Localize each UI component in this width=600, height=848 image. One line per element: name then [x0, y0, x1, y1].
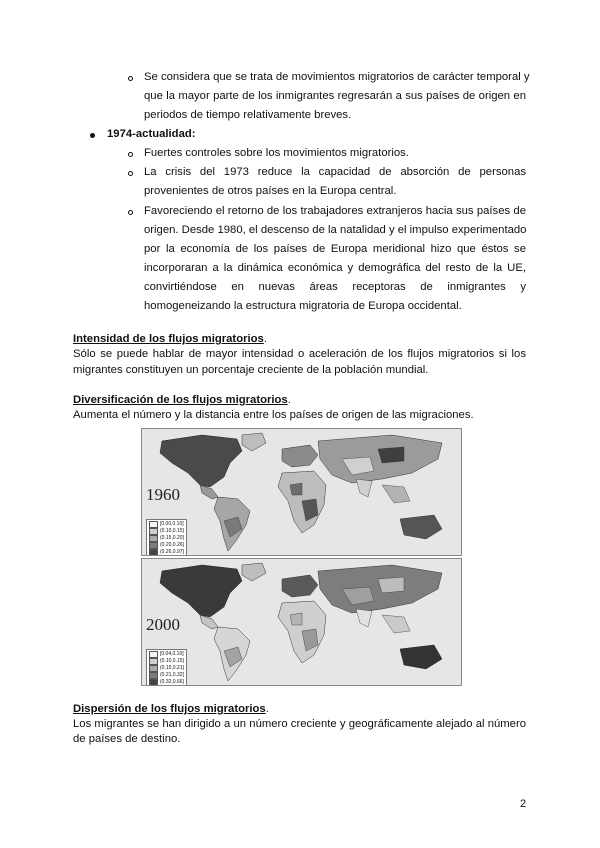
map-year-label: 2000 — [146, 615, 180, 634]
legend-label: (0.26,0.97] — [160, 549, 184, 555]
legend-label: (0.20,0.26] — [160, 542, 184, 548]
world-map-1960-graphic — [142, 429, 461, 555]
legend-row — [149, 528, 184, 535]
map-legend — [146, 649, 187, 686]
legend-row — [149, 521, 184, 528]
legend-row — [149, 651, 184, 658]
sub-item-text-line: convirtiéndose en nuevas áreas receptoras de inmigrantes y — [144, 281, 526, 293]
world-map-2000-graphic — [142, 559, 461, 685]
legend-label: (0.10,0.15] — [160, 528, 184, 534]
legend-swatch — [149, 665, 158, 672]
section-heading-diversificacion — [73, 394, 291, 406]
sub-item-text-line: origen. Desde 1980, el descenso de la natalidad y el impulso experimentado — [144, 224, 527, 236]
legend-label: (0.15,0.21] — [160, 665, 184, 671]
sub-item-text-line: Favoreciendo el retorno de los trabajadores extranjeros hacia sus países de — [144, 205, 526, 217]
legend-row — [149, 679, 184, 686]
legend-swatch — [149, 535, 158, 542]
map-year-label: 1960 — [146, 485, 180, 504]
legend-row — [149, 542, 184, 549]
sub-item-text-line: Se considera que se trata de movimientos migratorios de carácter temporal y — [144, 71, 530, 83]
sub-bullet-marker — [128, 152, 133, 157]
legend-swatch — [149, 679, 158, 686]
sub-bullet-marker — [128, 210, 133, 215]
legend-label: [0.00,0.10] — [160, 521, 184, 527]
legend-swatch — [149, 528, 158, 535]
world-map-2000 — [141, 558, 462, 686]
paragraph-line: Sólo se puede hablar de mayor intensidad o aceleración de los flujos migratorios si los — [73, 348, 526, 360]
page-number: 2 — [520, 798, 527, 810]
legend-label: (0.10,0.15] — [160, 658, 184, 664]
sub-item-text-line: homogeneizando la estructura migratoria de Europa occidental. — [144, 300, 462, 312]
sub-bullet-marker — [128, 76, 133, 81]
heading-period: . — [263, 333, 267, 345]
paragraph-line: de países de destino. — [73, 733, 181, 745]
legend-row — [149, 535, 184, 542]
legend-label: [0.04,0.10] — [160, 651, 184, 657]
sub-item-text-line: provenientes de otros países en la Europa central. — [144, 185, 397, 197]
legend-swatch — [149, 672, 158, 679]
heading-period: . — [287, 394, 291, 406]
section-heading-dispersion — [73, 703, 269, 715]
bullet-marker — [90, 133, 95, 138]
heading-text: Dispersión de los flujos migratorios — [73, 703, 266, 715]
legend-label: (0.32,0.66] — [160, 679, 184, 685]
paragraph-line: Aumenta el número y la distancia entre los países de origen de las migraciones. — [73, 409, 474, 421]
legend-row — [149, 672, 184, 679]
bullet-label: 1974-actualidad: — [107, 128, 196, 140]
paragraph-line: migrantes constituyen un porcentaje creciente de la población mundial. — [73, 364, 429, 376]
legend-swatch — [149, 658, 158, 665]
paragraph-line: Los migrantes se han dirigido a un número creciente y geográficamente alejado al número — [73, 718, 526, 730]
sub-item-text-line: Fuertes controles sobre los movimientos migratorios. — [144, 147, 409, 159]
heading-period: . — [265, 703, 269, 715]
legend-row — [149, 665, 184, 672]
legend-row — [149, 658, 184, 665]
sub-item-text-line: periodos de tiempo relativamente breves. — [144, 109, 352, 121]
legend-label: (0.15,0.20] — [160, 535, 184, 541]
legend-label: (0.21,0.32] — [160, 672, 184, 678]
sub-item-text-line: La crisis del 1973 reduce la capacidad de absorción de personas — [144, 166, 526, 178]
map-legend — [146, 519, 187, 556]
heading-text: Intensidad de los flujos migratorios — [73, 333, 264, 345]
legend-swatch — [149, 542, 158, 549]
sub-bullet-marker — [128, 171, 133, 176]
legend-swatch — [149, 549, 158, 556]
legend-swatch — [149, 521, 158, 528]
world-map-1960 — [141, 428, 462, 556]
section-heading-intensidad — [73, 333, 267, 345]
sub-item-text-line: que la mayor parte de los inmigrantes regresarán a sus países de origen en — [144, 90, 526, 102]
heading-text: Diversificación de los flujos migratorios — [73, 394, 288, 406]
sub-item-text-line: incorporaran a la dinámica económica y demográfica del resto de la UE, — [144, 262, 526, 274]
legend-row — [149, 549, 184, 556]
legend-swatch — [149, 651, 158, 658]
sub-item-text-line: por la economía de los países de Europa meridional hizo que éstos se — [144, 243, 526, 255]
